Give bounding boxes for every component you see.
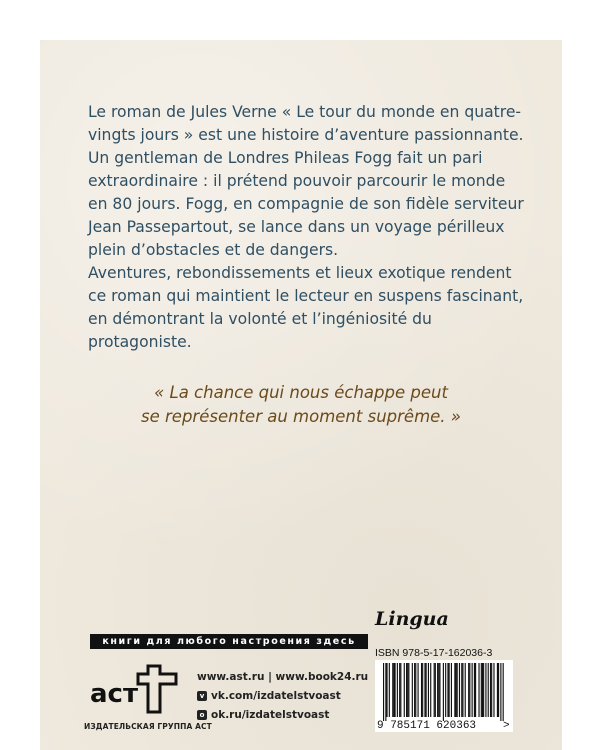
barcode-bar (478, 663, 479, 717)
barcode-bar (399, 663, 400, 717)
barcode-bars (383, 663, 504, 721)
quote-line-2: se représenter au moment suprême. » (141, 407, 461, 426)
barcode-bar (482, 663, 483, 717)
publisher-links (197, 668, 368, 723)
barcode-bar (408, 663, 409, 717)
barcode-bar (397, 663, 398, 717)
barcode-bar (385, 663, 386, 721)
vk-icon: v (197, 691, 207, 701)
imprint-logo: Lingua (375, 608, 449, 630)
barcode-bar (497, 663, 498, 717)
barcode-bar (500, 663, 501, 721)
barcode-bar (451, 663, 452, 717)
barcode-bar (447, 663, 448, 717)
barcode-bar (437, 663, 438, 717)
barcode-bar (465, 663, 466, 717)
ok-icon: o (197, 710, 207, 720)
barcode-bar (415, 663, 416, 717)
barcode-bar (428, 663, 429, 717)
barcode-bar (493, 663, 494, 717)
barcode-bar (404, 663, 405, 717)
barcode-bar (414, 663, 415, 717)
barcode-bar (412, 663, 413, 717)
barcode-bar (461, 663, 462, 717)
quote (40, 381, 562, 429)
vk-row (197, 687, 368, 704)
barcode-bar (395, 663, 396, 717)
blurb-paragraph-1: Le roman de Jules Verne « Le tour du monde en quatre-vingts jours » est une histoire d’aventure passionnante. Un gentleman de Londres Phileas Fogg fait un pari extraordinaire : il prétend pouvoir parcourir le monde en 80 jours. Fogg, en compagnie de son fidèle serviteur Jean Passepartout, se lance dans un voyage périlleux plein d’obstacles et de dangers. (88, 103, 524, 259)
barcode-bar (383, 663, 384, 721)
vk-link[interactable]: vk.com/izdatelstvoast (211, 689, 341, 702)
barcode-bar (469, 663, 470, 717)
barcode-bar (421, 663, 422, 717)
publisher-logo-text: аст (90, 679, 139, 709)
barcode-arrow: > (503, 720, 510, 732)
barcode-bar (434, 663, 435, 717)
barcode-bar (407, 663, 408, 717)
barcode-bar (438, 663, 439, 717)
barcode-bar (445, 663, 446, 717)
barcode-bar (439, 663, 440, 717)
ok-link[interactable]: ok.ru/izdatelstvoast (211, 708, 330, 721)
websites-row (197, 668, 368, 685)
barcode-bar (490, 663, 491, 717)
barcode-bar (459, 663, 460, 717)
barcode-bar (443, 663, 444, 721)
barcode-bar (424, 663, 425, 717)
barcode (375, 660, 513, 732)
barcode-bar (418, 663, 419, 717)
barcode-bar (392, 663, 393, 717)
barcode-bar (472, 663, 473, 717)
barcode-bar (488, 663, 489, 717)
barcode-bar (422, 663, 423, 717)
barcode-bar (474, 663, 475, 717)
barcode-bar (475, 663, 476, 717)
tagline-banner: книги для любого настроения здесь (90, 634, 368, 649)
websites-link[interactable]: www.ast.ru | www.book24.ru (197, 670, 369, 683)
blurb-paragraph-2: Aventures, rebondissements et lieux exotique rendent ce roman qui maintient le lecteur en suspens fascinant, en démontrant la volonté et l’ingéniosité du protagoniste. (88, 264, 524, 351)
back-cover (40, 40, 562, 750)
barcode-bar (485, 663, 486, 717)
barcode-bar (400, 663, 401, 717)
publisher-caption: ИЗДАТЕЛЬСКАЯ ГРУППА АСТ (84, 722, 212, 731)
barcode-bar (455, 663, 456, 717)
barcode-bar (483, 663, 484, 717)
barcode-bar (503, 663, 504, 721)
barcode-bar (481, 663, 482, 717)
publisher-logo (88, 658, 184, 716)
barcode-bar (406, 663, 407, 717)
barcode-bar (468, 663, 469, 717)
cross-icon (138, 666, 176, 712)
barcode-bar (449, 663, 450, 717)
barcode-bar (498, 663, 499, 717)
barcode-digits: 9 785171 620363 (377, 720, 477, 732)
barcode-bar (389, 663, 390, 717)
isbn: ISBN 978-5-17-162036-3 (375, 647, 493, 659)
barcode-bar (454, 663, 455, 717)
barcode-bar (386, 663, 387, 717)
barcode-bar (462, 663, 463, 717)
barcode-bar (430, 663, 431, 717)
blurb (88, 101, 528, 354)
ok-row (197, 706, 368, 723)
barcode-bar (393, 663, 394, 717)
barcode-bar (435, 663, 436, 717)
quote-line-1: « La chance qui nous échappe peut (154, 383, 448, 402)
barcode-bar (457, 663, 458, 717)
barcode-bar (491, 663, 492, 717)
barcode-bar (426, 663, 427, 717)
